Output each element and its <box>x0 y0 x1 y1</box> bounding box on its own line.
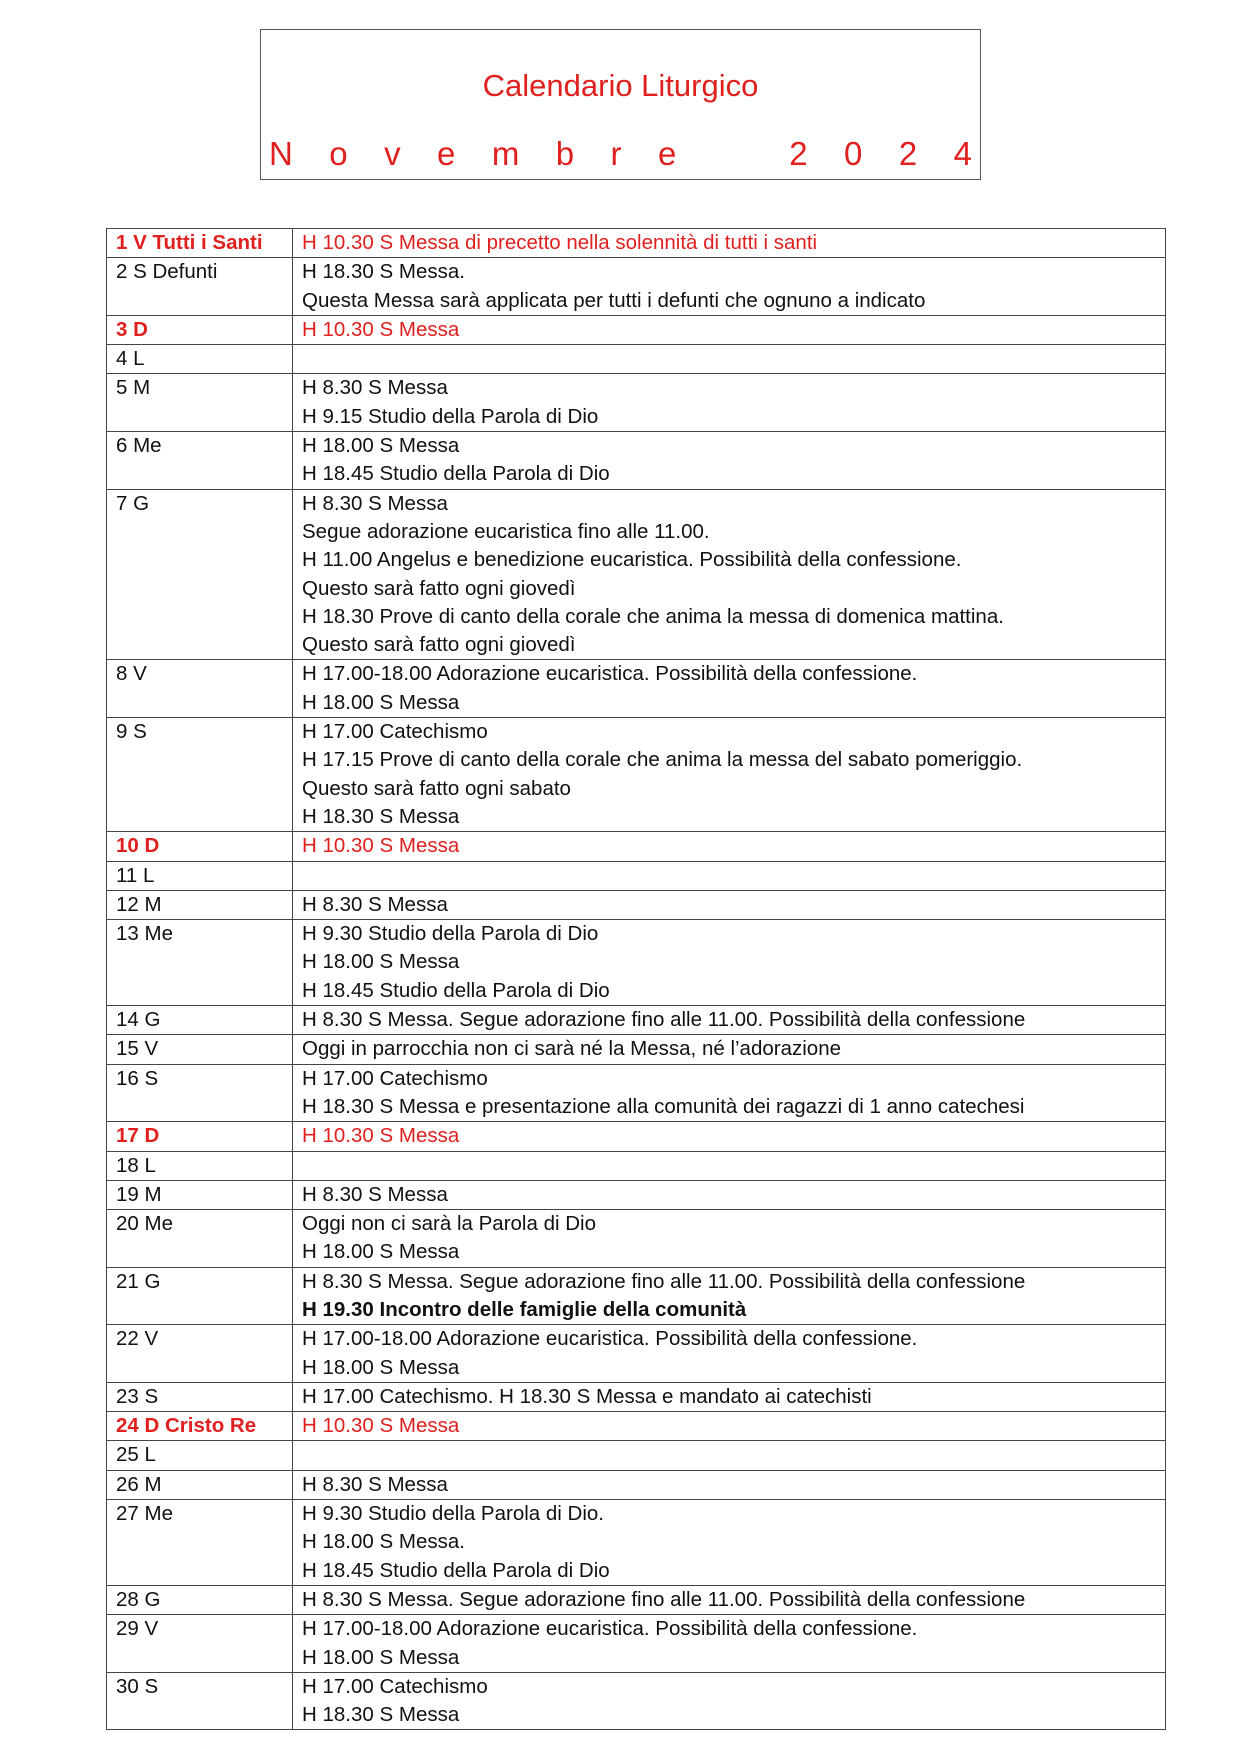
day-cell: 21 G <box>107 1267 293 1325</box>
month-letter: N <box>269 135 293 172</box>
day-cell: 20 Me <box>107 1210 293 1268</box>
calendar-row <box>107 861 1166 890</box>
events-cell <box>293 1210 1166 1268</box>
liturgical-calendar-table <box>106 228 1166 1730</box>
month-letter: m <box>491 135 520 172</box>
calendar-row <box>107 1441 1166 1470</box>
events-cell <box>293 229 1166 258</box>
events-cell <box>293 1006 1166 1035</box>
events-cell <box>293 258 1166 316</box>
event-line: H 9.30 Studio della Parola di Dio <box>302 922 599 946</box>
day-cell: 13 Me <box>107 920 293 1006</box>
event-line: H 18.30 S Messa e presentazione alla comunità dei ragazzi di 1 anno catechesi <box>302 1094 1025 1118</box>
event-line: H 18.30 S Messa. <box>302 260 465 284</box>
day-cell: 12 M <box>107 890 293 919</box>
events-cell <box>293 890 1166 919</box>
day-cell: 19 M <box>107 1180 293 1209</box>
calendar-row <box>107 1382 1166 1411</box>
day-cell: 16 S <box>107 1064 293 1122</box>
event-line: H 10.30 S Messa <box>302 1414 460 1438</box>
event-line: H 17.00-18.00 Adorazione eucaristica. Possibilità della confessione. <box>302 662 918 686</box>
title-box <box>260 29 981 180</box>
page-title: Calendario Liturgico <box>482 68 759 103</box>
event-line: H 8.30 S Messa. Segue adorazione fino alle 11.00. Possibilità della confessione <box>302 1008 1026 1032</box>
day-cell: 17 D <box>107 1122 293 1151</box>
events-cell <box>293 1470 1166 1499</box>
calendar-row <box>107 1151 1166 1180</box>
event-line: H 10.30 S Messa <box>302 1124 460 1148</box>
day-cell: 4 L <box>107 345 293 374</box>
day-cell: 22 V <box>107 1325 293 1383</box>
day-cell: 29 V <box>107 1615 293 1673</box>
calendar-row <box>107 1035 1166 1064</box>
event-line: H 8.30 S Messa <box>302 376 448 400</box>
calendar-row <box>107 1267 1166 1325</box>
day-cell: 9 S <box>107 718 293 832</box>
month-year-heading <box>269 135 972 173</box>
day-cell: 24 D Cristo Re <box>107 1412 293 1441</box>
day-cell: 11 L <box>107 861 293 890</box>
events-cell <box>293 832 1166 861</box>
event-line: H 10.30 S Messa <box>302 834 460 858</box>
day-cell: 1 V Tutti i Santi <box>107 229 293 258</box>
calendar-row <box>107 1470 1166 1499</box>
events-cell <box>293 920 1166 1006</box>
calendar-row <box>107 1180 1166 1209</box>
calendar-row <box>107 832 1166 861</box>
year-digit: 0 <box>844 135 863 172</box>
day-cell: 15 V <box>107 1035 293 1064</box>
day-cell: 30 S <box>107 1672 293 1730</box>
event-line: Questo sarà fatto ogni sabato <box>302 776 571 800</box>
events-cell <box>293 718 1166 832</box>
calendar-row <box>107 1006 1166 1035</box>
event-line: H 18.00 S Messa. <box>302 1530 465 1554</box>
event-line: H 18.45 Studio della Parola di Dio <box>302 462 610 486</box>
event-line: H 9.30 Studio della Parola di Dio. <box>302 1502 604 1526</box>
calendar-row <box>107 1672 1166 1730</box>
day-cell: 6 Me <box>107 432 293 490</box>
event-line: H 17.00-18.00 Adorazione eucaristica. Possibilità della confessione. <box>302 1617 918 1641</box>
calendar-row <box>107 718 1166 832</box>
event-line: H 17.00 Catechismo. H 18.30 S Messa e mandato ai catechisti <box>302 1384 872 1408</box>
event-line: H 18.00 S Messa <box>302 1355 460 1379</box>
event-line: H 18.30 S Messa <box>302 1703 460 1727</box>
month-letter: v <box>384 135 401 172</box>
event-line: H 18.00 S Messa <box>302 434 460 458</box>
event-line: H 18.30 Prove di canto della corale che anima la messa di domenica mattina. <box>302 604 1004 628</box>
events-cell <box>293 1615 1166 1673</box>
event-line: H 11.00 Angelus e benedizione eucaristica. Possibilità della confessione. <box>302 548 962 572</box>
event-line: H 10.30 S Messa di precetto nella solennità di tutti i santi <box>302 231 818 254</box>
day-cell: 8 V <box>107 660 293 718</box>
calendar-body <box>107 229 1166 1730</box>
calendar-row <box>107 1122 1166 1151</box>
calendar-row <box>107 660 1166 718</box>
event-line: H 8.30 S Messa. Segue adorazione fino alle 11.00. Possibilità della confessione <box>302 1269 1026 1293</box>
events-cell <box>293 1180 1166 1209</box>
events-cell <box>293 1267 1166 1325</box>
events-cell <box>293 1035 1166 1064</box>
calendar-row <box>107 1325 1166 1383</box>
day-cell: 27 Me <box>107 1500 293 1586</box>
event-line: H 17.00 Catechismo <box>302 1066 488 1090</box>
calendar-row <box>107 258 1166 316</box>
event-line <box>302 862 1157 890</box>
event-line: H 18.45 Studio della Parola di Dio <box>302 978 610 1002</box>
day-cell: 25 L <box>107 1441 293 1470</box>
day-cell: 18 L <box>107 1151 293 1180</box>
event-line: H 10.30 S Messa <box>302 317 460 341</box>
month-letter: e <box>437 135 456 172</box>
day-cell: 2 S Defunti <box>107 258 293 316</box>
calendar-row <box>107 1500 1166 1586</box>
events-cell <box>293 345 1166 374</box>
event-line: Questo sarà fatto ogni giovedì <box>302 633 576 657</box>
day-cell: 7 G <box>107 489 293 660</box>
event-line: H 18.45 Studio della Parola di Dio <box>302 1558 610 1582</box>
events-cell <box>293 315 1166 344</box>
month-letter: o <box>329 135 348 172</box>
events-cell <box>293 660 1166 718</box>
events-cell <box>293 1500 1166 1586</box>
event-line: Oggi in parrocchia non ci sarà né la Messa, né l’adorazione <box>302 1037 841 1061</box>
events-cell <box>293 1325 1166 1383</box>
event-line: Oggi non ci sarà la Parola di Dio <box>302 1212 596 1236</box>
events-cell <box>293 1122 1166 1151</box>
event-line: H 18.00 S Messa <box>302 1645 460 1669</box>
events-cell <box>293 1672 1166 1730</box>
calendar-row <box>107 315 1166 344</box>
day-cell: 5 M <box>107 374 293 432</box>
calendar-row <box>107 920 1166 1006</box>
event-line: H 19.30 Incontro delle famiglie della comunità <box>302 1297 747 1321</box>
event-line: H 17.15 Prove di canto della corale che anima la messa del sabato pomeriggio. <box>302 748 1023 772</box>
event-line: Questo sarà fatto ogni giovedì <box>302 576 576 600</box>
event-line: H 17.00 Catechismo <box>302 720 488 744</box>
events-cell <box>293 1064 1166 1122</box>
events-cell <box>293 489 1166 660</box>
event-line: H 8.30 S Messa <box>302 491 448 515</box>
events-cell <box>293 432 1166 490</box>
calendar-row <box>107 1210 1166 1268</box>
calendar-row <box>107 432 1166 490</box>
year-digit: 4 <box>953 135 972 172</box>
day-cell: 26 M <box>107 1470 293 1499</box>
events-cell <box>293 1585 1166 1614</box>
event-line: H 17.00-18.00 Adorazione eucaristica. Possibilità della confessione. <box>302 1327 918 1351</box>
event-line: H 18.00 S Messa <box>302 690 460 714</box>
event-line: H 9.15 Studio della Parola di Dio <box>302 404 599 428</box>
calendar-row <box>107 1585 1166 1614</box>
day-cell: 10 D <box>107 832 293 861</box>
event-line: H 18.30 S Messa <box>302 804 460 828</box>
events-cell <box>293 861 1166 890</box>
event-line <box>302 345 1157 373</box>
event-line: Segue adorazione eucaristica fino alle 11.00. <box>302 519 710 543</box>
calendar-row <box>107 489 1166 660</box>
title-spacer <box>713 135 753 173</box>
year-digit: 2 <box>789 135 808 172</box>
events-cell <box>293 1412 1166 1441</box>
day-cell: 3 D <box>107 315 293 344</box>
calendar-row <box>107 890 1166 919</box>
event-line: H 8.30 S Messa <box>302 1472 448 1496</box>
event-line <box>302 1152 1157 1180</box>
event-line: Questa Messa sarà applicata per tutti i defunti che ognuno a indicato <box>302 288 926 312</box>
event-line: H 8.30 S Messa <box>302 892 448 916</box>
calendar-row <box>107 374 1166 432</box>
day-cell: 28 G <box>107 1585 293 1614</box>
events-cell <box>293 1151 1166 1180</box>
month-letter: b <box>555 135 575 172</box>
events-cell <box>293 1382 1166 1411</box>
event-line: H 8.30 S Messa <box>302 1182 448 1206</box>
day-cell: 23 S <box>107 1382 293 1411</box>
calendar-row <box>107 229 1166 258</box>
event-line: H 8.30 S Messa. Segue adorazione fino alle 11.00. Possibilità della confessione <box>302 1587 1026 1611</box>
events-cell <box>293 374 1166 432</box>
event-line <box>302 1441 1157 1469</box>
year-digit: 2 <box>898 135 918 172</box>
calendar-row <box>107 1064 1166 1122</box>
calendar-row <box>107 1412 1166 1441</box>
event-line: H 17.00 Catechismo <box>302 1674 488 1698</box>
event-line: H 18.00 S Messa <box>302 950 460 974</box>
calendar-row <box>107 1615 1166 1673</box>
month-letter: e <box>657 135 677 172</box>
day-cell: 14 G <box>107 1006 293 1035</box>
event-line: H 18.00 S Messa <box>302 1240 460 1264</box>
calendar-row <box>107 345 1166 374</box>
events-cell <box>293 1441 1166 1470</box>
month-letter: r <box>610 135 622 172</box>
